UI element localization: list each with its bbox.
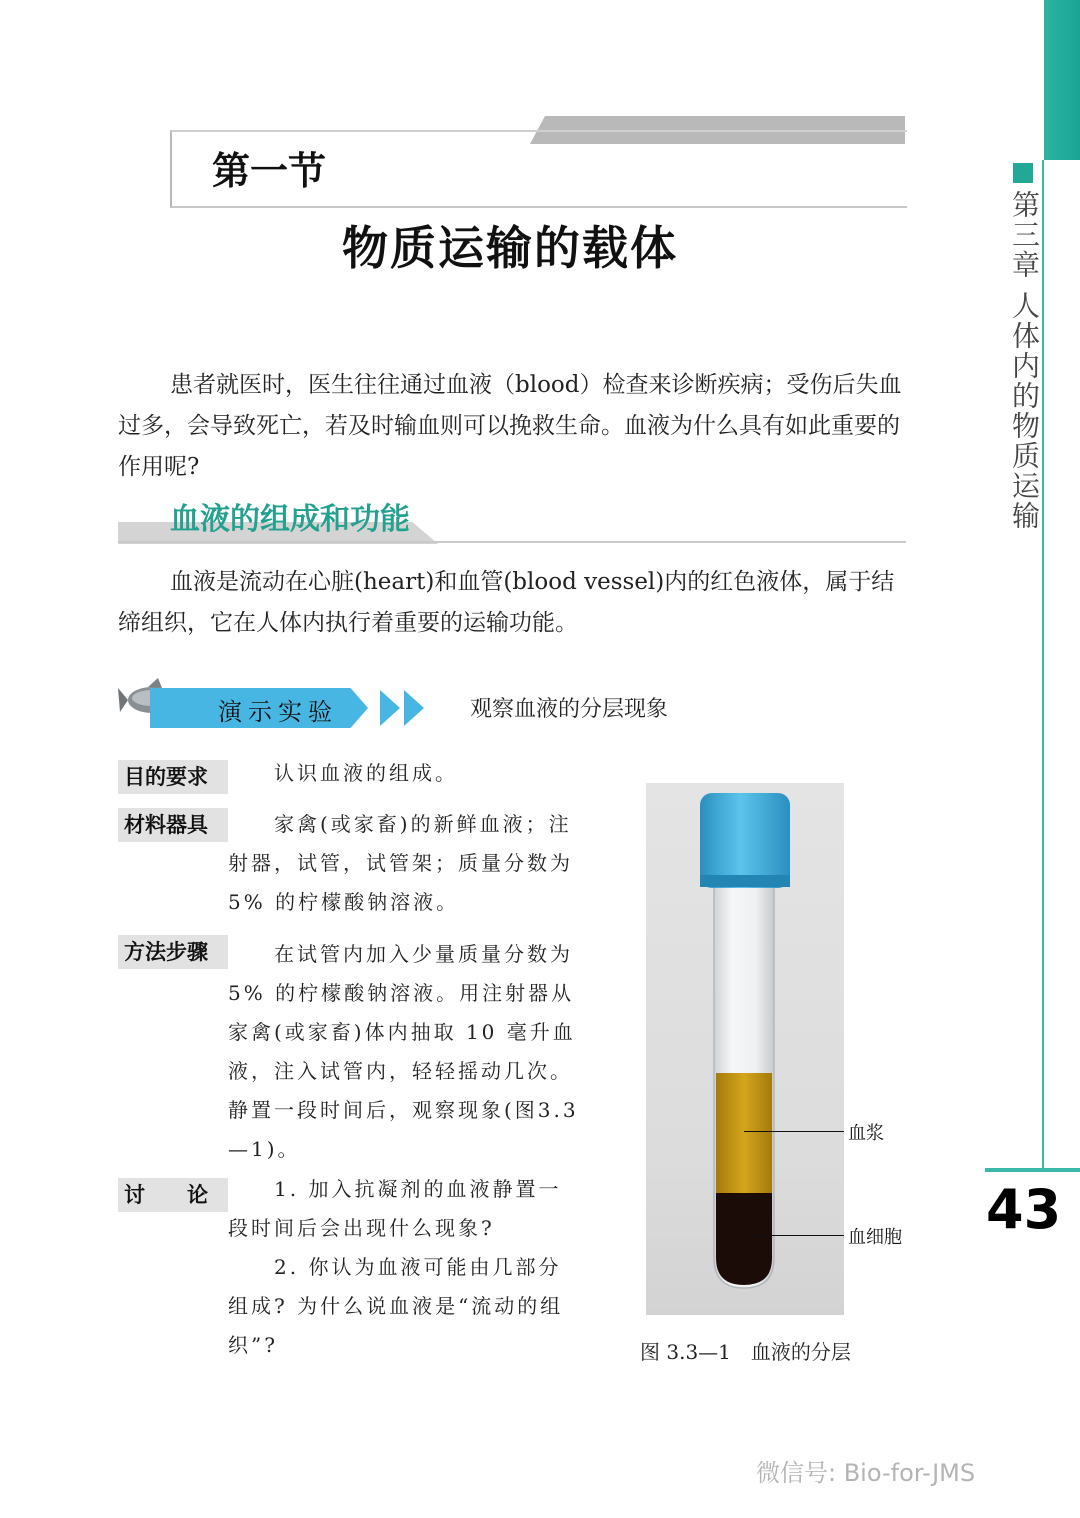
discussion-q1: 1. 加入抗凝剂的血液静置一段时间后会出现什么现象? [228,1177,562,1240]
discussion-tag: 讨 论 [118,1178,228,1212]
page-number-rule [985,1168,1080,1172]
edge-rule [1042,160,1044,1170]
page-number: 43 [986,1178,1062,1241]
chapter-marker [1013,163,1033,183]
steps-tag: 方法步骤 [118,935,228,969]
label-blood-cells: 血细胞 [848,1227,902,1248]
plasma-leader-line [744,1131,844,1132]
materials-tag: 材料器具 [118,808,228,842]
body-paragraph: 血液是流动在心脏(heart)和血管(blood vessel)内的红色液体，属于结缔组织，它在人体内执行着重要的运输功能。 [118,569,895,636]
discussion-q2: 2. 你认为血液可能由几部分组成? 为什么说血液是“流动的组织”? [228,1255,564,1357]
cells-leader-line [744,1235,844,1236]
body-block [118,562,908,644]
demo-title: 观察血液的分层现象 [470,697,669,722]
watermark: 微信号: Bio-for-JMS [756,1459,976,1487]
chevron-right-icon [380,690,400,726]
subheading-rule [118,541,906,543]
subheading: 血液的组成和功能 [170,502,410,537]
purpose-tag: 目的要求 [118,760,228,794]
materials-text: 家禽(或家畜)的新鲜血液；注射器，试管，试管架；质量分数为 5% 的柠檬酸钠溶液。 [228,812,573,914]
demo-label: 演示实验 [218,698,338,726]
edge-accent-bar [1044,0,1080,160]
intro-block [118,365,908,488]
chapter-tab: 第三章 人体内的物质运输 [1008,190,1041,531]
purpose-text: 认识血液的组成。 [274,761,458,785]
chevron-right-icon [404,690,424,726]
section-label: 第一节 [212,149,327,193]
intro-paragraph: 患者就医时，医生往往通过血液（blood）检查来诊断疾病；受伤后失血过多，会导致死亡，若及时输血则可以挽救生命。血液为什么具有如此重要的作用呢? [118,372,902,480]
figure-caption: 图 3.3—1 血液的分层 [640,1340,851,1364]
label-plasma: 血浆 [848,1123,884,1144]
steps-text: 在试管内加入少量质量分数为5% 的柠檬酸钠溶液。用注射器从家禽(或家畜)体内抽取 10 毫升血液，注入试管内，轻轻摇动几次。静置一段时间后，观察现象(图3.3—1)。 [228,942,579,1161]
page-title: 物质运输的载体 [342,221,678,275]
